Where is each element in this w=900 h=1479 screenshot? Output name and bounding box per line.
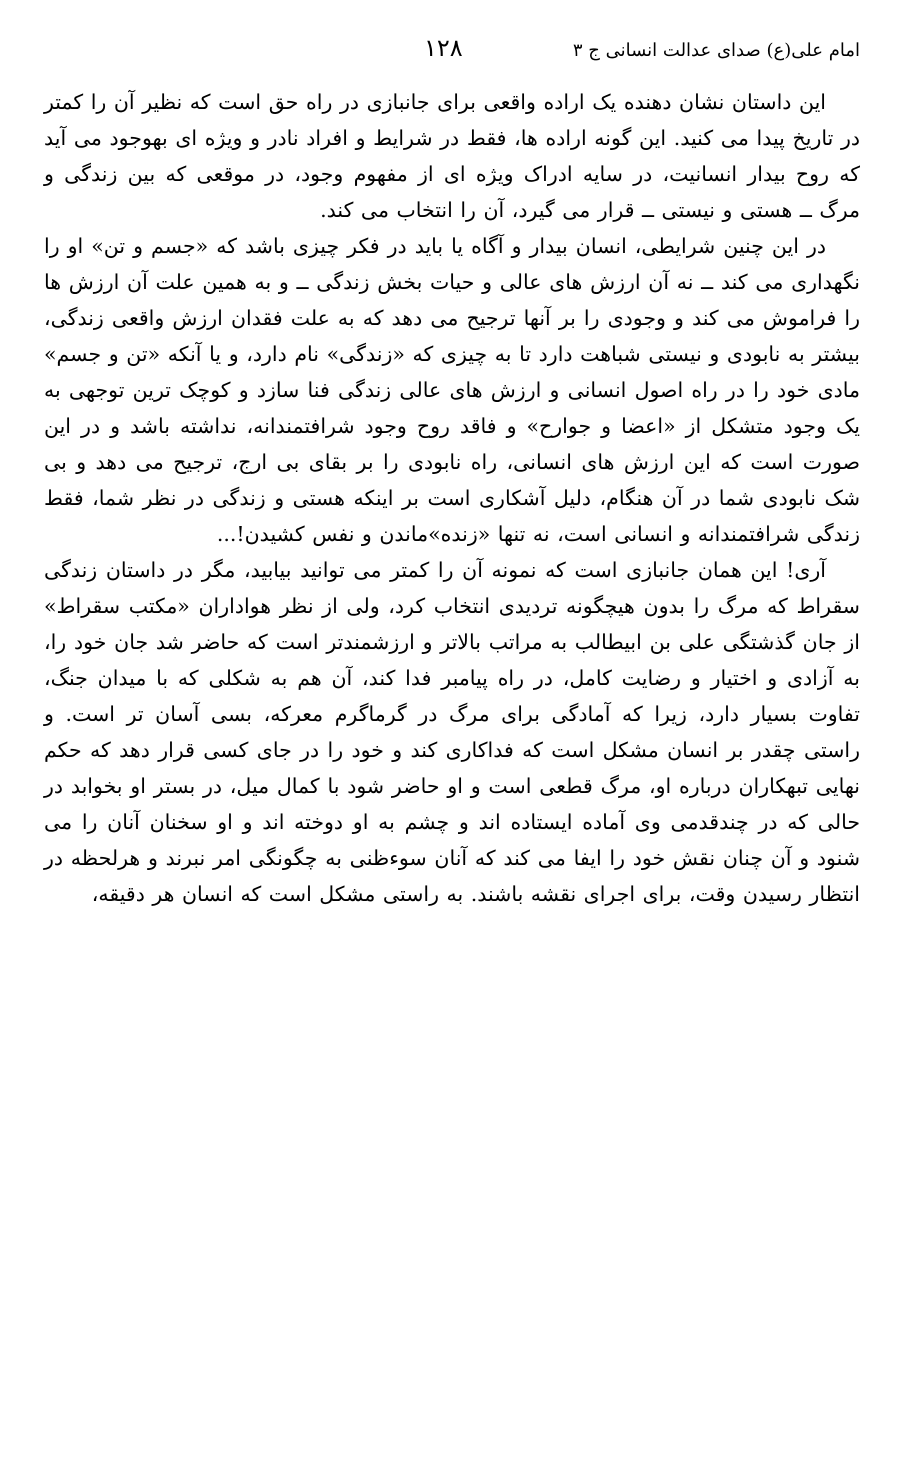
paragraph: آری! این همان جانبازی است که نمونه آن را کمتر می توانید بیابید، مگر در داستان زندگی سقراط که مرگ را بدون هیچگونه تردیدی انتخاب کرد، ولی از نظر هواداران «مکتب سقراط» از جان گذشتگی علی بن ابیطالب به مراتب بالاتر و ارزشمندتر است که حاضر شد جان خود را، به آزادی و اختیار و رضایت کامل، در راه پیامبر فدا کند، آن هم به شکلی که با میدان جنگ، تفاوت بسیار دارد، زیرا که آمادگی برای مرگ در گرماگرم معرکه، بسی آسان تر است. و راستی چقدر بر انسان مشکل است که فداکاری کند و خود را در جای کسی قرار دهد که حکم نهایی تبهکاران درباره او، مرگ قطعی است و او حاضر شود با کمال میل، در بستر او بخوابد در حالی که در چندقدمی وی آماده ایستاده اند و چشم به او دوخته اند و او سخنان آنان را می شنود و آن چنان نقش خود را ایفا می کند که آنان سوءظنی به چگونگی امر نبرند و هرلحظه در انتظار رسیدن وقت، برای اجرای نقشه باشند. به راستی مشکل است که انسان هر دقیقه، [44, 558, 860, 906]
page-number: ۱۲۸ [424, 34, 463, 62]
body-text [44, 84, 860, 912]
page-header [44, 34, 860, 70]
running-title: امام علی(ع) صدای عدالت انسانی ج ۳ [572, 40, 860, 61]
book-page [44, 34, 860, 912]
paragraph: این داستان نشان دهنده یک اراده واقعی برای جانبازی در راه حق است که نظیر آن را کمتر در تاریخ پیدا می کنید. این گونه اراده ها، فقط در شرایط و افراد نادر و ویژه ای بهوجود می آید که روح بیدار انسانیت، در سایه ادراک ویژه ای از مفهوم وجود، در موقعی که بین زندگی و مرگ ــ هستی و نیستی ــ قرار می گیرد، آن را انتخاب می کند. [44, 90, 860, 222]
paragraph: در این چنین شرایطی، انسان بیدار و آگاه یا باید در فکر چیزی باشد که «جسم و تن» او را نگهداری می کند ــ نه آن ارزش های عالی و حیات بخش زندگی ــ و به همین علت آن ارزش ها را فراموش می کند و وجودی را بر آنها ترجیح می دهد که به علت فقدان ارزش واقعی زندگی، بیشتر به نابودی و نیستی شباهت دارد تا به چیزی که «زندگی» نام دارد، و یا آنکه «تن و جسم» مادی خود را در راه اصول انسانی و ارزش های عالی زندگی فنا سازد و کوچک ترین توجهی به یک وجود متشکل از «اعضا و جوارح» و فاقد روح وجود شرافتمندانه، نداشته باشد و در این صورت است که این ارزش های انسانی، راه نابودی را بر بقای بی ارج، ترجیح می دهد و بی شک نابودی شما در آن هنگام، دلیل آشکاری است بر اینکه هستی و زندگی در نظر شما، فقط زندگی شرافتمندانه و انسانی است، نه تنها «زنده»ماندن و نفس کشیدن!... [44, 234, 860, 546]
